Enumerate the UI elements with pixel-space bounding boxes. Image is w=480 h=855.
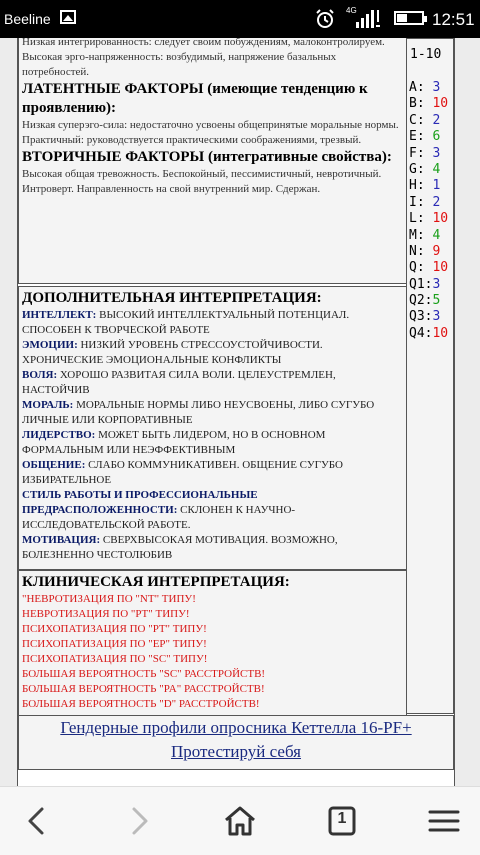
factor-name: Q2: bbox=[409, 293, 433, 309]
scale-label: 1-10 bbox=[410, 47, 442, 62]
factor-value: 10 bbox=[432, 260, 449, 276]
clinical-item: БОЛЬШАЯ ВЕРОЯТНОСТЬ "PA" РАССТРОЙСТВ! bbox=[22, 683, 265, 695]
clinical-item: ПСИХОПАТИЗАЦИЯ ПО "EP" ТИПУ! bbox=[22, 638, 207, 650]
factor-value: 5 bbox=[432, 293, 441, 309]
factor-name: F: bbox=[409, 145, 425, 161]
factor-value: 6 bbox=[432, 129, 441, 145]
interpretation-item bbox=[22, 398, 404, 428]
back-icon[interactable] bbox=[20, 803, 56, 839]
factor-name: B: bbox=[409, 96, 425, 112]
clinical-interpretation-title: КЛИНИЧЕСКАЯ ИНТЕРПРЕТАЦИЯ: bbox=[22, 574, 290, 590]
factor-name: G: bbox=[409, 161, 425, 177]
factor-row bbox=[409, 309, 448, 325]
factor-text: Низкая суперэго-сила: недостаточно усвоены общепринятые моральные нормы. bbox=[22, 119, 399, 131]
clinical-item: ПСИХОПАТИЗАЦИЯ ПО "SC" ТИПУ! bbox=[22, 653, 208, 665]
factor-row bbox=[409, 178, 448, 194]
factor-text: Высокая общая тревожность. Беспокойный, пессимистичный, невротичный. bbox=[22, 168, 382, 180]
factor-row bbox=[409, 80, 448, 96]
factor-value: 3 bbox=[432, 80, 441, 95]
item-label: МОРАЛЬ: bbox=[22, 399, 74, 411]
clinical-interpretation-section bbox=[18, 570, 407, 716]
item-label: ОБЩЕНИЕ: bbox=[22, 459, 86, 471]
factor-row bbox=[409, 162, 448, 178]
take-test-link[interactable]: Протестируй себя bbox=[171, 742, 301, 761]
interpretation-item bbox=[22, 458, 404, 488]
factor-value: 2 bbox=[432, 194, 441, 210]
factor-value: 10 bbox=[432, 96, 449, 112]
factor-value: 2 bbox=[432, 112, 441, 128]
item-label: ВОЛЯ: bbox=[22, 369, 58, 381]
clinical-item: НЕВРОТИЗАЦИЯ ПО "PT" ТИПУ! bbox=[22, 608, 190, 620]
factor-name: E: bbox=[409, 129, 425, 145]
status-bar bbox=[0, 0, 480, 38]
network-type: 4G bbox=[346, 6, 357, 15]
battery-icon bbox=[394, 11, 424, 25]
factor-name: L: bbox=[409, 211, 425, 227]
factor-name: Q4: bbox=[409, 325, 433, 341]
factor-text: Интроверт. Направленность на свой внутренний мир. Сдержан. bbox=[22, 183, 321, 195]
factor-name: Q3: bbox=[409, 309, 433, 325]
factor-scores bbox=[409, 80, 448, 342]
item-label: ИНТЕЛЛЕКТ: bbox=[22, 309, 97, 321]
factor-row bbox=[409, 146, 448, 162]
factor-name: H: bbox=[409, 178, 425, 194]
item-text: ХОРОШО РАЗВИТАЯ СИЛА ВОЛИ. ЦЕЛЕУСТРЕМЛЕН, НАСТОЙЧИВ bbox=[22, 369, 336, 396]
item-text: СКЛОНЕН К НАУЧНО-ИССЛЕДОВАТЕЛЬСКОЙ РАБОТЕ. bbox=[22, 504, 296, 531]
page-content[interactable] bbox=[0, 38, 480, 786]
interpretation-item bbox=[22, 488, 404, 533]
signal-icon bbox=[352, 8, 382, 30]
clock: 12:51 bbox=[432, 10, 475, 29]
factors-section bbox=[18, 38, 407, 284]
factor-row bbox=[409, 195, 448, 211]
item-label: СТИЛЬ РАБОТЫ И ПРОФЕССИОНАЛЬНЫЕ ПРЕДРАСПОЛОЖЕННОСТИ: bbox=[22, 489, 258, 516]
clinical-item: "НЕВРОТИЗАЦИЯ ПО "NT" ТИПУ! bbox=[22, 593, 196, 605]
factor-value: 3 bbox=[432, 309, 441, 325]
factor-row bbox=[409, 326, 448, 342]
latent-factors-heading: ЛАТЕНТНЫЕ ФАКТОРЫ (имеющие тенденцию к проявлению): bbox=[22, 81, 368, 116]
item-text: НИЗКИЙ УРОВЕНЬ СТРЕССОУСТОЙЧИВОСТИ. ХРОНИЧЕСКИЕ ЭМОЦИОНАЛЬНЫЕ КОНФЛИКТЫ bbox=[22, 339, 323, 366]
item-text: СВЕРХВЫСОКАЯ МОТИВАЦИЯ. ВОЗМОЖНО, БОЛЕЗНЕННО ЧЕСТОЛЮБИВ bbox=[22, 534, 338, 561]
gender-profiles-link[interactable]: Гендерные профили опросника Кеттелла 16-PF+ bbox=[60, 718, 412, 737]
factor-name: A: bbox=[409, 80, 425, 95]
factor-value: 3 bbox=[432, 276, 441, 292]
alarm-icon bbox=[314, 8, 336, 30]
factor-name: M: bbox=[409, 227, 425, 243]
tabs-button[interactable] bbox=[324, 803, 360, 839]
menu-icon[interactable] bbox=[426, 803, 462, 839]
item-label: МОТИВАЦИЯ: bbox=[22, 534, 101, 546]
factor-row bbox=[409, 228, 448, 244]
factor-name: N: bbox=[409, 243, 425, 259]
image-notification-icon bbox=[60, 10, 76, 24]
factor-text: Практичный: руководствуется практическими соображениями, трезвый. bbox=[22, 134, 362, 146]
additional-interpretation-section bbox=[18, 286, 407, 570]
interpretation-item bbox=[22, 308, 404, 338]
additional-interpretation-title: ДОПОЛНИТЕЛЬНАЯ ИНТЕРПРЕТАЦИЯ: bbox=[22, 290, 322, 306]
factor-value: 10 bbox=[432, 211, 449, 227]
tabs-count: 1 bbox=[337, 810, 347, 827]
factor-text: Высокая эрго-напряженность: возбудимый, напряжение базальных потребностей. bbox=[22, 51, 337, 78]
factor-row bbox=[409, 113, 448, 129]
factor-row bbox=[409, 260, 448, 276]
home-icon[interactable] bbox=[222, 803, 258, 839]
links-box bbox=[18, 715, 454, 770]
factor-value: 10 bbox=[432, 325, 449, 341]
clinical-item: ПСИХОПАТИЗАЦИЯ ПО "PT" ТИПУ! bbox=[22, 623, 207, 635]
interpretation-item bbox=[22, 428, 404, 458]
secondary-factors-heading: ВТОРИЧНЫЕ ФАКТОРЫ (интегративные свойства): bbox=[22, 149, 392, 165]
factor-value: 1 bbox=[432, 178, 441, 194]
factor-value: 4 bbox=[432, 227, 441, 243]
factor-row bbox=[409, 277, 448, 293]
interpretation-item bbox=[22, 533, 404, 563]
factor-value: 9 bbox=[432, 243, 441, 259]
clinical-item: БОЛЬШАЯ ВЕРОЯТНОСТЬ "D" РАССТРОЙСТВ! bbox=[22, 698, 260, 710]
factor-name: C: bbox=[409, 112, 425, 128]
clinical-item: БОЛЬШАЯ ВЕРОЯТНОСТЬ "SC" РАССТРОЙСТВ! bbox=[22, 668, 266, 680]
item-label: ЭМОЦИИ: bbox=[22, 339, 78, 351]
browser-toolbar bbox=[0, 786, 480, 855]
interpretation-item bbox=[22, 368, 404, 398]
carrier-name: Beeline bbox=[4, 11, 51, 27]
factor-name: I: bbox=[409, 194, 425, 210]
interpretation-item bbox=[22, 338, 404, 368]
factor-name: Q: bbox=[409, 260, 425, 276]
factor-text: Низкая интегрированность: следует своим побуждениям, малоконтролируем. bbox=[22, 38, 385, 48]
scores-column bbox=[406, 38, 454, 714]
factor-name: Q1: bbox=[409, 276, 433, 292]
item-text: МОРАЛЬНЫЕ НОРМЫ ЛИБО НЕУСВОЕНЫ, ЛИБО СУГУБО ЛИЧНЫЕ ИЛИ КОРПОРАТИВНЫЕ bbox=[22, 399, 375, 426]
item-text: ВЫСОКИЙ ИНТЕЛЛЕКТУАЛЬНЫЙ ПОТЕНЦИАЛ. СПОСОБЕН К ТВОРЧЕСКОЙ РАБОТЕ bbox=[22, 309, 350, 336]
factor-row bbox=[409, 96, 448, 112]
factor-value: 4 bbox=[432, 161, 441, 177]
factor-row bbox=[409, 129, 448, 145]
item-label: ЛИДЕРСТВО: bbox=[22, 429, 96, 441]
forward-icon[interactable] bbox=[120, 803, 156, 839]
factor-row bbox=[409, 244, 448, 260]
factor-row bbox=[409, 293, 448, 309]
interpretation-column bbox=[18, 38, 407, 714]
item-text: МОЖЕТ БЫТЬ ЛИДЕРОМ, НО В ОСНОВНОМ ФОРМАЛЬНЫМ ИЛИ НЕЭФФЕКТИВНЫМ bbox=[22, 429, 326, 456]
factor-row bbox=[409, 211, 448, 227]
item-text: СЛАБО КОММУНИКАТИВЕН. ОБЩЕНИЕ СУГУБО ИЗБИРАТЕЛЬНОЕ bbox=[22, 459, 343, 486]
factor-value: 3 bbox=[432, 145, 441, 161]
